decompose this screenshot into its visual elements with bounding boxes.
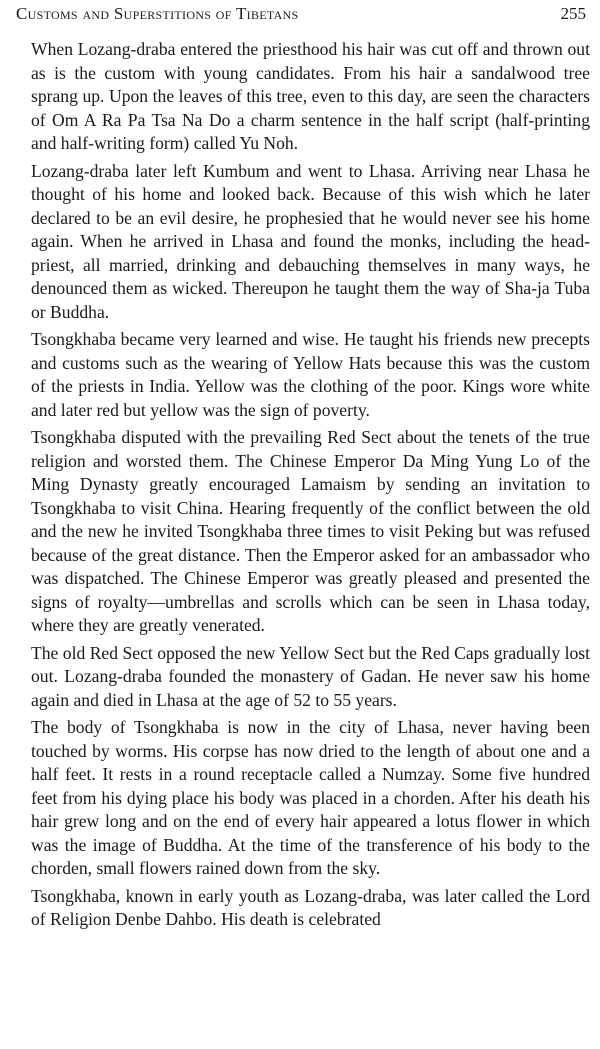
paragraph: Tsongkhaba, known in early youth as Lozang-draba, was later called the Lord of Religion Denbe Dahbo. His death is celebrated: [31, 885, 590, 929]
running-head-title: Customs and Superstitions of Tibetans: [16, 4, 299, 23]
running-head: [16, 4, 590, 34]
paragraph: The body of Tsongkhaba is now in the city of Lhasa, never having been touched by worms. His corpse has now dried to the length of about one and a half feet. It rests in a round receptacle called a Numzay. Some five hundred feet from his dying place his body was placed in a chorden. After his death his hair grew long and on the end of every hair appeared a lotus flower in which was the image of Buddha. At the time of the transference of his body to the chorden, small flowers rained down from the sky.: [31, 717, 590, 878]
paragraph: Tsongkhaba became very learned and wise. He taught his friends new precepts and customs such as the wearing of Yellow Hats because this was the custom of the priests in India. Yellow was the clothing of the poor. Kings wore white and later red but yellow was the sign of poverty.: [31, 329, 590, 420]
paragraph: Lozang-draba later left Kumbum and went to Lhasa. Arriving near Lhasa he thought of his home and looked back. Because of this wish which he later declared to be an evil desire, he prophesied that he would never see his home again. When he arrived in Lhasa and found the monks, including the head-priest, all married, drinking and debauching themselves in many ways, he denounced them as wicked. Thereupon he taught them the way of Sha-ja Tuba or Buddha.: [31, 160, 590, 322]
paragraph: The old Red Sect opposed the new Yellow Sect but the Red Caps gradually lost out. Lozang-draba founded the monastery of Gadan. He never saw his home again and died in Lhasa at the age of 52 to 55 years.: [31, 642, 590, 710]
body-text: [31, 38, 590, 932]
paragraph: Tsongkhaba disputed with the prevailing Red Sect about the tenets of the true religion and worsted them. The Chinese Emperor Da Ming Yung Lo of the Ming Dynasty greatly encouraged Lamaism by sending an invitation to Tsongkhaba to visit China. Hearing frequently of the conflict between the old and the new he invited Tsongkhaba three times to visit Peking but was refused because of the great distance. Then the Emperor asked for an ambassador who was dispatched. The Chinese Emperor was greatly pleased and presented the signs of royalty—umbrellas and scrolls which can be seen in Lhasa today, where they are greatly venerated.: [31, 427, 590, 635]
paragraph: When Lozang-draba entered the priesthood his hair was cut off and thrown out as is the custom with young candidates. From his hair a sandalwood tree sprang up. Upon the leaves of this tree, even to this day, are seen the characters of Om A Ra Pa Tsa Na Do a charm sentence in the half script (half-printing and half-writing form) called Yu Noh.: [31, 39, 590, 153]
page-number: 255: [560, 4, 586, 23]
